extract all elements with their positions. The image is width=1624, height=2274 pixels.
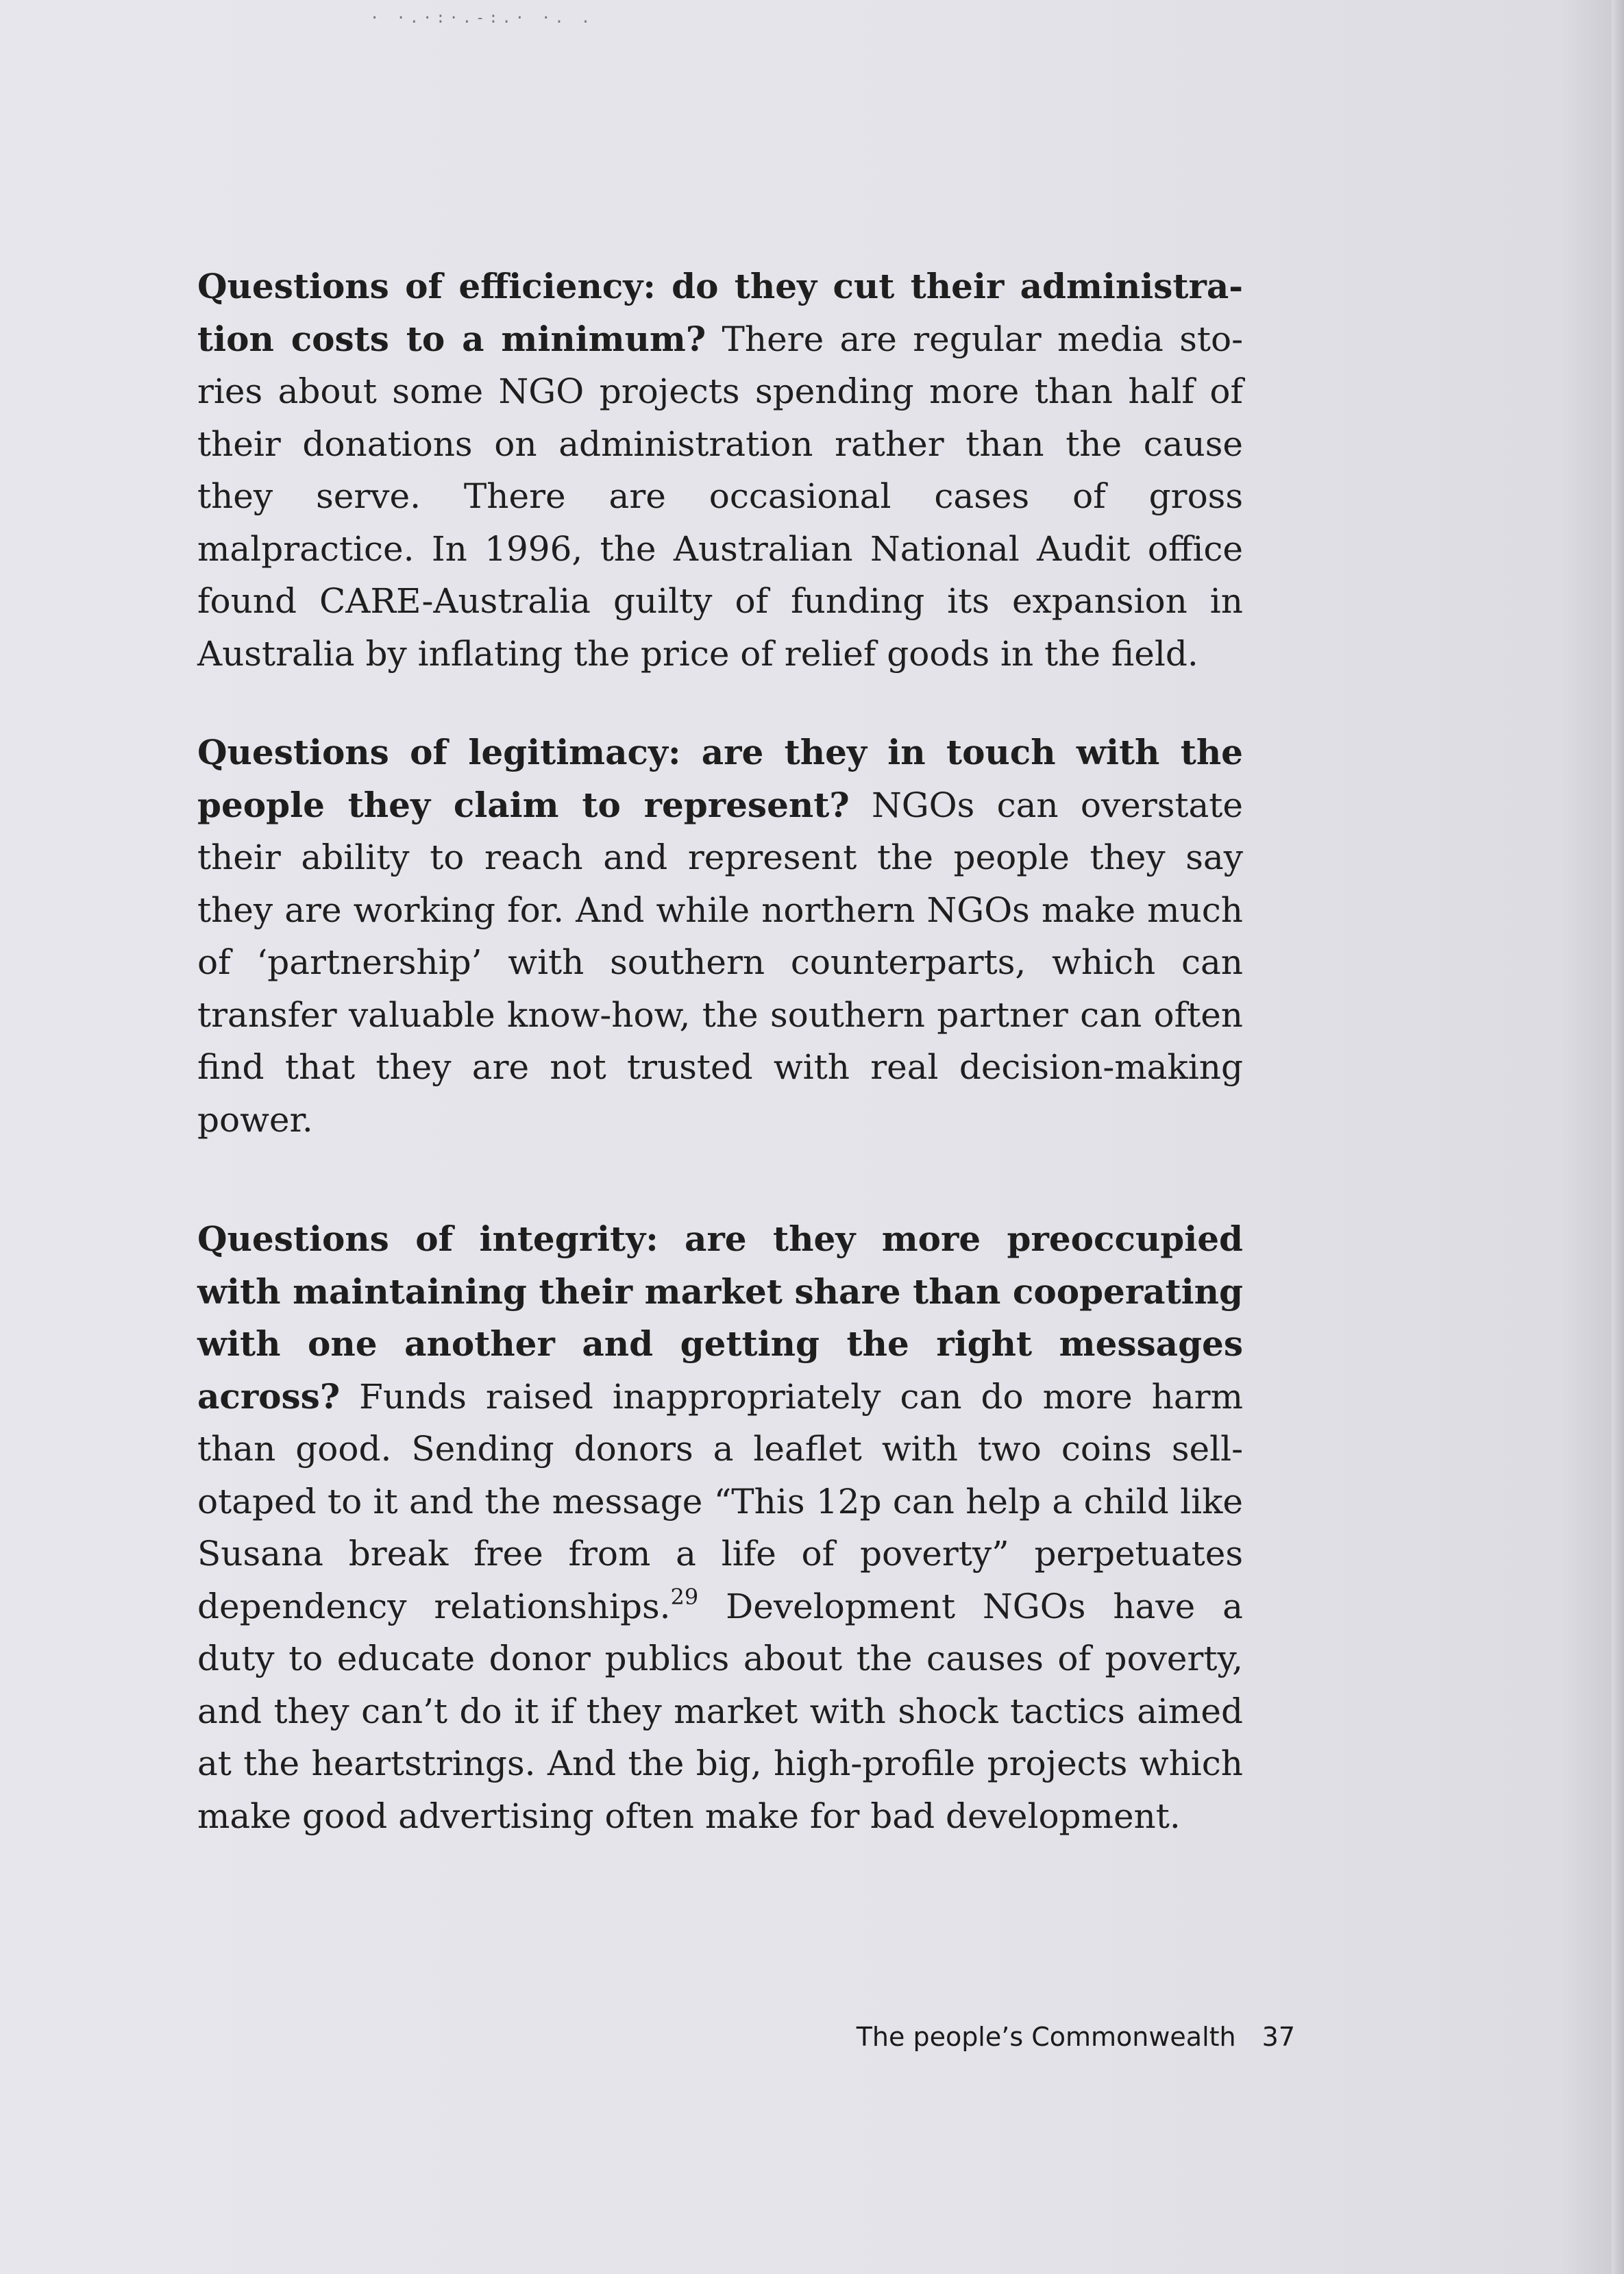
footnote-marker: 29 [670,1583,699,1610]
paragraph-integrity [197,1213,1243,1842]
page-edge-shadow [1612,0,1624,2274]
text-column [197,260,1243,1842]
paragraph-body-integrity: Funds raised inappropriately can do more harm than good. Sending donors a leaflet with two coins sellotaped to it and the message “This 12p can help a child like Susana break free from a life of poverty” perpetuates dependency relationships. [197,1376,1243,1626]
paragraph-body-efficiency: There are regular media stories about some NGO projects spending more than half of their donations on administration rather than the cause they serve. There are occasional cases of gross malpractice. In 1996, the Australian National Audit office found CARE-Australia guilty of funding its expansion in Australia by inflating the price of relief goods in the field. [197,319,1243,674]
paragraph-body-legitimacy: NGOs can overstate their ability to reach and represent the people they say they are working for. And while northern NGOs make much of ‘partnership’ with southern counterparts, which can transfer valuable know-how, the southern partner can often find that they are not trusted with real decision-making power. [197,785,1243,1140]
question-heading-efficiency: Questions of efficiency: do they cut their administration costs to a minimum? [197,266,1243,359]
scan-specks: · ·.·:·.-:.· ·. . [370,10,595,27]
page-number: 37 [1262,2022,1295,2052]
running-title: The people’s Commonwealth [856,2022,1236,2052]
question-heading-legitimacy: Questions of legitimacy: are they in touch with the people they claim to represent? [197,732,1243,825]
paragraph-body-integrity-continued: Development NGOs have a duty to educate donor publics about the causes of poverty, and they can’t do it if they market with shock tactics aimed at the heartstrings. And the big, high-profile projects which make good advertising often make for bad development. [197,1586,1243,1836]
paragraph-legitimacy [197,726,1243,1146]
question-heading-integrity: Questions of integrity: are they more preoccupied with maintaining their market share than cooperating with one another and getting the right messages across? [197,1219,1243,1417]
page-footer [857,2022,1295,2052]
paragraph-efficiency [197,260,1243,680]
